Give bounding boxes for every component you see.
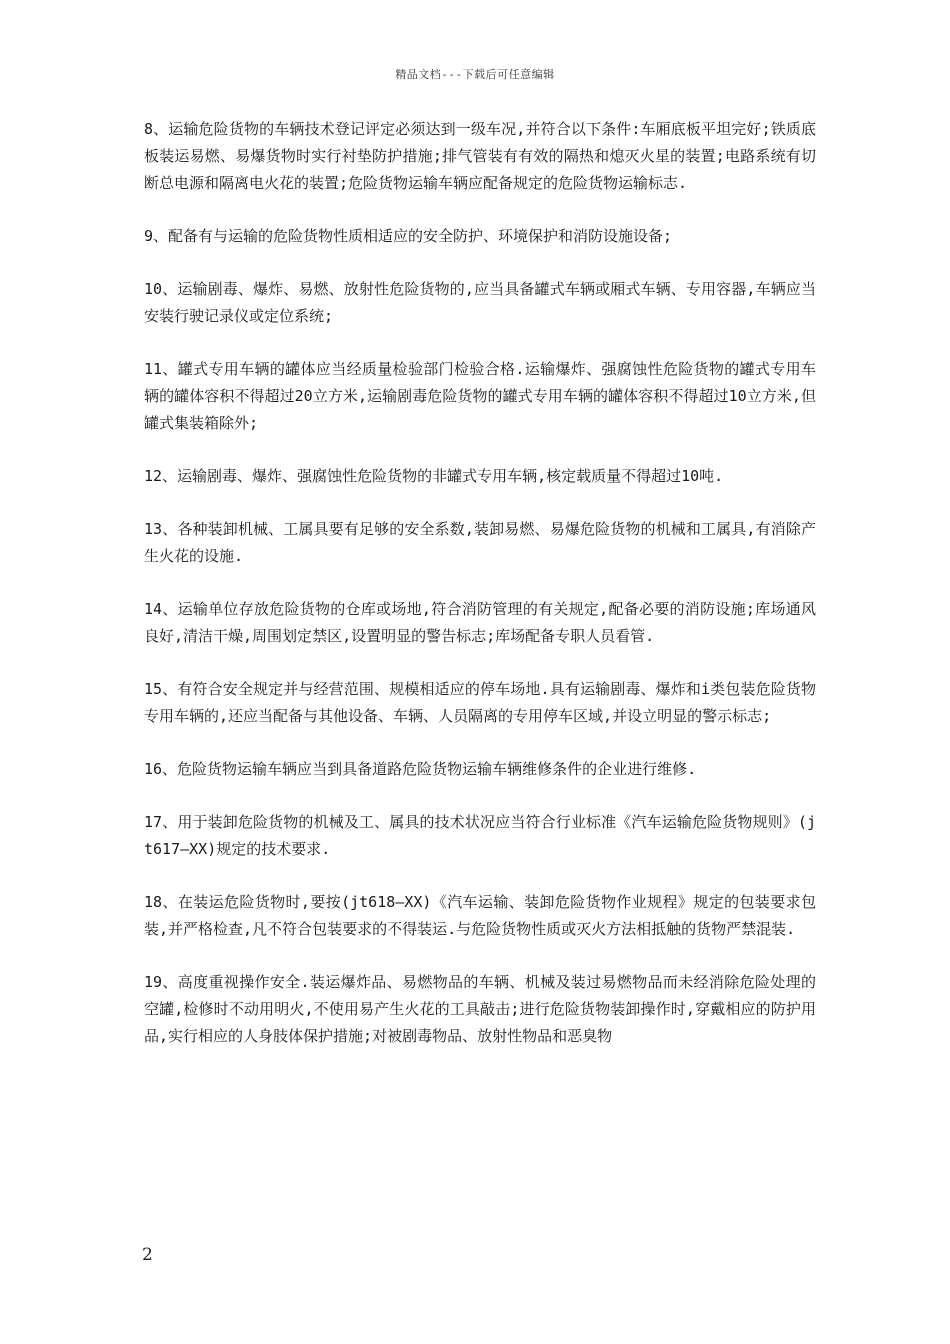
- paragraph-19: 19、高度重视操作安全.装运爆炸品、易燃物品的车辆、机械及装过易燃物品而未经消除危险处理的空罐,检修时不动用明火,不使用易产生火花的工具敲击;进行危险货物装卸操作时,穿戴相应的防护用品,实行相应的人身肢体保护措施;对被剧毒物品、放射性物品和恶臭物: [144, 973, 816, 1045]
- paragraph-17: 17、用于装卸危险货物的机械及工、属具的技术状况应当符合行业标准《汽车运输危险货物规则》(jt617—XX)规定的技术要求.: [144, 813, 816, 858]
- paragraph-18: 18、在装运危险货物时,要按(jt618—XX)《汽车运输、装卸危险货物作业规程》规定的包装要求包装,并严格检查,凡不符合包装要求的不得装运.与危险货物性质或灭火方法相抵触的货物严禁混装.: [144, 893, 816, 938]
- paragraph-10: 10、运输剧毒、爆炸、易燃、放射性危险货物的,应当具备罐式车辆或厢式车辆、专用容器,车辆应当安装行驶记录仪或定位系统;: [144, 280, 816, 325]
- page-header: 精品文档---下载后可任意编辑: [395, 68, 555, 81]
- document-body: [144, 116, 816, 1076]
- paragraph-8: 8、运输危险货物的车辆技术登记评定必须达到一级车况,并符合以下条件:车厢底板平坦完好;铁质底板装运易燃、易爆货物时实行衬垫防护措施;排气管装有有效的隔热和熄灭火星的装置;电路系统有切断总电源和隔离电火花的装置;危险货物运输车辆应配备规定的危险货物运输标志.: [144, 120, 816, 192]
- paragraph-12: 12、运输剧毒、爆炸、强腐蚀性危险货物的非罐式专用车辆,核定载质量不得超过10吨.: [144, 467, 724, 485]
- paragraph-16: 16、危险货物运输车辆应当到具备道路危险货物运输车辆维修条件的企业进行维修.: [144, 760, 697, 778]
- page-number: 2: [142, 1245, 153, 1265]
- paragraph-14: 14、运输单位存放危险货物的仓库或场地,符合消防管理的有关规定,配备必要的消防设施;库场通风良好,清洁干燥,周围划定禁区,设置明显的警告标志;库场配备专职人员看管.: [144, 600, 816, 645]
- paragraph-9: 9、配备有与运输的危险货物性质相适应的安全防护、环境保护和消防设施设备;: [144, 227, 673, 245]
- paragraph-11: 11、罐式专用车辆的罐体应当经质量检验部门检验合格.运输爆炸、强腐蚀性危险货物的罐式专用车辆的罐体容积不得超过20立方米,运输剧毒危险货物的罐式专用车辆的罐体容积不得超过10立方米,但罐式集装箱除外;: [144, 360, 816, 432]
- paragraph-13: 13、各种装卸机械、工属具要有足够的安全系数,装卸易燃、易爆危险货物的机械和工属具,有消除产生火花的设施.: [144, 520, 816, 565]
- paragraph-15: 15、有符合安全规定并与经营范围、规模相适应的停车场地.具有运输剧毒、爆炸和i类包装危险货物专用车辆的,还应当配备与其他设备、车辆、人员隔离的专用停车区域,并设立明显的警示标志;: [144, 680, 816, 725]
